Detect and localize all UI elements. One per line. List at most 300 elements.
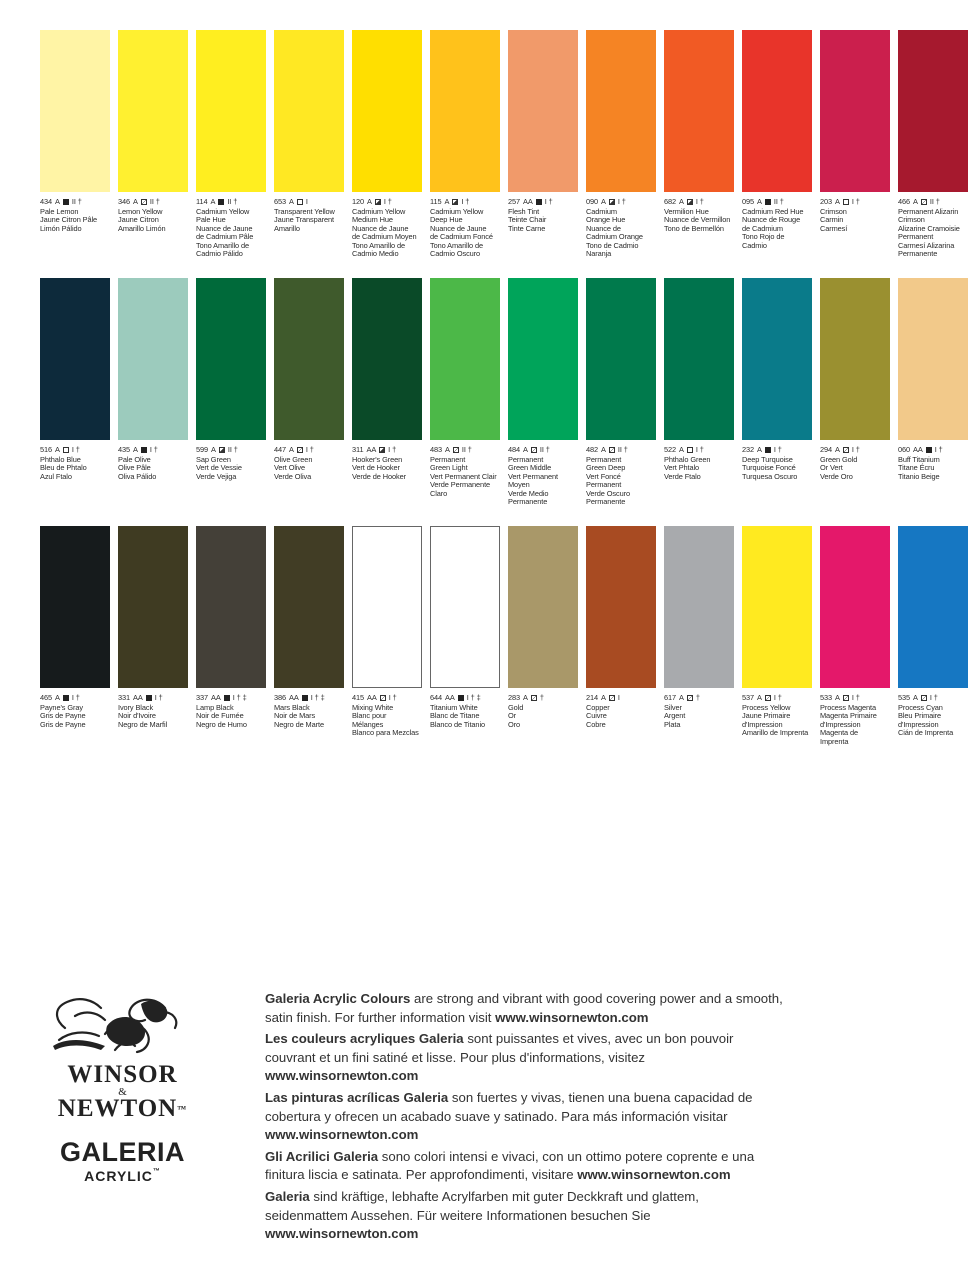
color-names xyxy=(196,456,266,482)
color-names xyxy=(898,704,968,738)
color-name: Blanco para Mezclas xyxy=(352,728,419,737)
color-name: Carmin xyxy=(820,215,844,224)
website-link[interactable]: www.winsornewton.com xyxy=(495,1009,649,1025)
color-name: Claro xyxy=(430,488,448,498)
brand-name-line2 xyxy=(45,1097,200,1121)
color-code-line xyxy=(508,694,578,703)
color-name: Bleu de Phtalo xyxy=(40,463,87,472)
series-marks: I † xyxy=(695,197,704,206)
color-swatch[interactable] xyxy=(508,526,578,688)
color-names xyxy=(40,208,110,234)
color-swatch[interactable] xyxy=(40,526,110,688)
color-name: Cadmium Yellow xyxy=(430,206,484,216)
permanence-rating: A xyxy=(757,197,762,206)
color-code-line xyxy=(742,446,812,455)
color-name: Verde Medio xyxy=(508,488,549,498)
color-code-line xyxy=(586,446,656,455)
color-swatch[interactable] xyxy=(664,30,734,192)
color-swatch[interactable] xyxy=(742,278,812,440)
color-code-line xyxy=(40,198,110,207)
color-name: Amarillo de Imprenta xyxy=(742,728,809,737)
color-name: Noir de Mars xyxy=(274,711,316,720)
color-cell xyxy=(118,278,188,507)
color-name: Silver xyxy=(664,702,682,712)
color-code: 447 xyxy=(274,445,287,454)
color-name: Jaune Citron xyxy=(118,215,159,224)
color-name: Blanco de Titanio xyxy=(430,719,485,729)
color-name: Argent xyxy=(664,711,686,720)
opacity-icon xyxy=(609,695,615,701)
color-swatch[interactable] xyxy=(118,278,188,440)
color-swatch[interactable] xyxy=(820,278,890,440)
description-lead: Las pinturas acrílicas Galeria xyxy=(265,1089,449,1105)
color-code-line xyxy=(196,446,266,455)
color-cell xyxy=(40,278,110,507)
color-names xyxy=(118,208,188,234)
color-swatch[interactable] xyxy=(430,526,500,688)
color-name: Pale Hue xyxy=(196,215,226,224)
swatch-row-1 xyxy=(40,30,968,259)
color-name: Cuivre xyxy=(586,711,607,720)
color-swatch[interactable] xyxy=(586,30,656,192)
color-info xyxy=(40,446,110,481)
color-swatch[interactable] xyxy=(352,278,422,440)
color-name: Permanente xyxy=(586,497,626,506)
color-name: Nuance de xyxy=(586,223,621,233)
website-link[interactable]: www.winsornewton.com xyxy=(577,1167,731,1183)
color-info xyxy=(742,446,812,481)
color-code: 537 xyxy=(742,693,755,702)
color-name: Permanent xyxy=(430,454,466,464)
color-name: Phthalo Blue xyxy=(40,454,81,464)
color-name: Sap Green xyxy=(196,454,231,464)
color-swatch[interactable] xyxy=(820,30,890,192)
series-marks: I † xyxy=(383,197,392,206)
opacity-icon xyxy=(609,199,615,205)
color-names xyxy=(820,208,890,234)
color-code: 203 xyxy=(820,197,833,206)
color-name: Oro xyxy=(508,719,521,729)
description-paragraph xyxy=(265,990,785,1027)
color-cell xyxy=(664,30,734,259)
color-info xyxy=(430,694,500,729)
opacity-icon xyxy=(843,447,849,453)
permanence-rating: A xyxy=(601,445,606,454)
product-description xyxy=(265,990,785,1247)
color-cell xyxy=(508,278,578,507)
opacity-icon xyxy=(843,199,849,205)
color-code: 434 xyxy=(40,197,53,206)
color-name: Azul Ftalo xyxy=(40,471,72,481)
color-name: Deep Hue xyxy=(430,215,463,224)
color-cell xyxy=(274,30,344,259)
series-marks: I † xyxy=(71,445,80,454)
color-info xyxy=(430,198,500,259)
color-swatch[interactable] xyxy=(196,526,266,688)
color-info xyxy=(196,446,266,481)
brand-name-line1: WINSOR xyxy=(67,1061,178,1088)
series-marks: II † xyxy=(929,197,940,206)
color-name: Nuance de Jaune xyxy=(430,223,487,233)
color-cell xyxy=(196,30,266,259)
color-code: 331 xyxy=(118,693,131,702)
color-names xyxy=(40,456,110,482)
color-code: 114 xyxy=(196,197,208,206)
color-swatch[interactable] xyxy=(196,30,266,192)
opacity-icon xyxy=(921,695,927,701)
color-code-line xyxy=(118,694,188,703)
color-name: Orange Hue xyxy=(586,215,626,224)
color-cell xyxy=(508,30,578,259)
color-name: Vermilion Hue xyxy=(664,206,709,216)
color-code: 682 xyxy=(664,197,677,206)
series-marks: II † xyxy=(149,197,160,206)
description-lead: Galeria Acrylic Colours xyxy=(265,991,411,1006)
color-names xyxy=(586,704,656,730)
color-swatch[interactable] xyxy=(118,526,188,688)
color-code-line xyxy=(430,694,500,703)
permanence-rating: A xyxy=(679,445,684,454)
opacity-icon xyxy=(531,695,537,701)
opacity-icon xyxy=(219,447,225,453)
color-swatch[interactable] xyxy=(274,278,344,440)
color-swatch[interactable] xyxy=(40,278,110,440)
permanence-rating: A xyxy=(679,197,684,206)
color-swatch[interactable] xyxy=(742,526,812,688)
color-info xyxy=(664,198,734,233)
color-name: Vert Olive xyxy=(274,463,306,472)
color-name: d'Impression xyxy=(820,719,861,729)
series-marks: I † xyxy=(773,693,782,702)
opacity-icon xyxy=(380,695,386,701)
color-cell xyxy=(40,30,110,259)
color-name: Cadmium Yellow xyxy=(352,206,406,216)
series-marks: II † xyxy=(227,445,238,454)
color-code-line xyxy=(742,694,812,703)
color-name: Cadmium Red Hue xyxy=(742,206,804,216)
color-info xyxy=(820,446,890,481)
color-name: Verde Oscuro xyxy=(586,488,630,498)
color-name: Teinte Chair xyxy=(508,215,547,224)
opacity-icon xyxy=(375,199,381,205)
color-cell xyxy=(586,30,656,259)
color-names xyxy=(820,704,890,747)
color-name: Cadmium Yellow xyxy=(196,206,250,216)
opacity-icon xyxy=(458,695,464,701)
color-names xyxy=(430,456,500,499)
color-info xyxy=(274,446,344,481)
permanence-rating: A xyxy=(289,197,294,206)
color-swatch[interactable] xyxy=(742,30,812,192)
website-link[interactable]: www.winsornewton.com xyxy=(265,1226,419,1242)
permanence-rating: A xyxy=(444,197,450,206)
color-name: Vert de Vessie xyxy=(196,463,242,472)
color-swatch[interactable] xyxy=(898,278,968,440)
color-code: 115 xyxy=(430,197,442,206)
color-name: Tono de Bermellón xyxy=(664,223,724,233)
permanence-rating: A xyxy=(835,197,840,206)
permanence-rating: A xyxy=(133,445,138,454)
permanence-rating: A xyxy=(210,197,216,206)
color-name: Blanc pour xyxy=(352,711,387,720)
color-name: Titane Écru xyxy=(898,463,935,472)
series-marks: I xyxy=(617,693,620,702)
color-code-line xyxy=(196,694,266,703)
series-marks: I † xyxy=(617,197,626,206)
color-code: 294 xyxy=(820,445,833,454)
color-swatch[interactable] xyxy=(898,30,968,192)
color-name: Cadmio Pálido xyxy=(196,249,243,258)
color-name: Tinte Carne xyxy=(508,223,546,233)
color-names xyxy=(352,704,422,738)
description-text: son fuertes y vivas, tienen una buena capacidad de cobertura y ofrecen un acabado suave y satinado. Para más información visitar xyxy=(265,1089,753,1124)
color-swatch[interactable] xyxy=(898,526,968,688)
color-code: 060 xyxy=(898,445,911,454)
description-paragraph xyxy=(265,1030,785,1086)
color-cell xyxy=(274,278,344,507)
color-swatch[interactable] xyxy=(274,30,344,192)
description-text: sind kräftige, lebhafte Acrylfarben mit guter Deckkraft und glattem, seidenmattem Aussehen. Für weitere Informationen besuchen Sie xyxy=(265,1188,699,1223)
color-code-line xyxy=(898,198,968,207)
color-cell xyxy=(820,278,890,507)
permanence-rating: A xyxy=(211,445,216,454)
color-swatch[interactable] xyxy=(664,278,734,440)
color-code-line xyxy=(430,446,500,455)
color-name: Magenta de xyxy=(820,728,859,737)
color-name: Green Gold xyxy=(820,454,858,464)
color-code-line xyxy=(40,694,110,703)
series-marks: II † xyxy=(773,197,784,206)
color-name: Noir de Fumée xyxy=(196,711,244,720)
color-code-line xyxy=(898,446,968,455)
color-cell xyxy=(742,526,812,746)
color-name: Limón Pálido xyxy=(40,223,82,233)
color-name: Or Vert xyxy=(820,463,843,472)
color-name: Turquesa Oscuro xyxy=(742,471,798,481)
color-code-line xyxy=(508,198,578,207)
color-name: Amarillo xyxy=(274,223,300,233)
permanence-rating: AA xyxy=(445,693,455,702)
description-paragraph xyxy=(265,1089,785,1145)
color-info xyxy=(742,694,812,738)
color-code-line xyxy=(898,694,968,703)
color-swatch[interactable] xyxy=(118,30,188,192)
color-info xyxy=(118,198,188,233)
color-code: 435 xyxy=(118,445,131,454)
color-name: Lemon Yellow xyxy=(118,206,163,216)
product-subtitle-text: ACRYLIC xyxy=(84,1168,153,1184)
series-marks: I † xyxy=(773,445,782,454)
opacity-icon xyxy=(531,447,537,453)
color-code-line xyxy=(742,198,812,207)
color-name: Oliva Pálido xyxy=(118,471,157,481)
color-name: Lamp Black xyxy=(196,702,234,712)
color-names xyxy=(898,208,968,259)
color-name: Naranja xyxy=(586,249,612,258)
permanence-rating: A xyxy=(523,693,528,702)
series-marks: II † xyxy=(461,445,472,454)
color-code: 535 xyxy=(898,693,911,702)
color-info xyxy=(40,198,110,233)
color-swatch[interactable] xyxy=(40,30,110,192)
color-swatch[interactable] xyxy=(274,526,344,688)
color-name: Copper xyxy=(586,702,610,712)
color-name: Jaune Primaire xyxy=(742,711,791,720)
color-names xyxy=(508,704,578,730)
color-code-line xyxy=(118,446,188,455)
color-code: 533 xyxy=(820,693,833,702)
color-name: Vert Permanent Clair xyxy=(430,471,497,481)
permanence-rating: AA xyxy=(913,445,923,454)
series-marks: II † xyxy=(71,197,82,206)
color-name: Payne's Gray xyxy=(40,702,83,712)
color-swatch[interactable] xyxy=(430,278,500,440)
color-swatch[interactable] xyxy=(664,526,734,688)
color-name: Pale Lemon xyxy=(40,206,79,216)
color-code-line xyxy=(274,198,344,207)
color-name: Tono Amarillo de xyxy=(196,240,250,250)
color-code: 214 xyxy=(586,693,599,702)
color-name: Ivory Black xyxy=(118,702,154,712)
color-code: 337 xyxy=(196,693,209,702)
color-cell xyxy=(352,278,422,507)
opacity-icon xyxy=(297,447,303,453)
color-info xyxy=(196,198,266,259)
swatch-row-2 xyxy=(40,278,968,507)
opacity-icon xyxy=(453,447,459,453)
color-info xyxy=(586,694,656,729)
color-name: Blanc de Titane xyxy=(430,711,480,720)
color-cell xyxy=(352,526,422,746)
color-name: Moyen xyxy=(508,480,530,489)
color-name: de Cadmium Foncé xyxy=(430,232,493,241)
series-marks: I † xyxy=(851,197,860,206)
color-name: Olive Green xyxy=(274,454,313,464)
opacity-icon xyxy=(63,199,69,205)
color-name: Permanent xyxy=(508,454,544,464)
color-code-line xyxy=(820,198,890,207)
color-name: Crimson xyxy=(898,215,925,224)
color-code: 466 xyxy=(898,197,911,206)
color-name: Cobre xyxy=(586,719,606,729)
color-swatch[interactable] xyxy=(196,278,266,440)
color-info xyxy=(430,446,500,498)
color-cell xyxy=(820,30,890,259)
series-marks: I † xyxy=(851,693,860,702)
color-cell xyxy=(430,278,500,507)
color-code: 415 xyxy=(352,693,365,702)
color-swatch[interactable] xyxy=(430,30,500,192)
color-swatch[interactable] xyxy=(508,278,578,440)
series-marks: I † xyxy=(695,445,704,454)
color-name: Phthalo Green xyxy=(664,454,711,464)
color-name: Cadmium Orange xyxy=(586,232,643,241)
trademark: ™ xyxy=(177,1104,188,1114)
color-names xyxy=(274,456,344,482)
color-names xyxy=(664,456,734,482)
color-code-line xyxy=(586,198,656,207)
color-swatch[interactable] xyxy=(820,526,890,688)
color-code: 311 xyxy=(352,445,364,454)
color-code-line xyxy=(664,198,734,207)
color-name: Green Deep xyxy=(586,463,626,472)
color-info xyxy=(664,694,734,729)
color-names xyxy=(820,456,890,482)
color-cell xyxy=(742,30,812,259)
color-code-line xyxy=(274,694,344,703)
color-names xyxy=(430,704,500,730)
color-name: Mélanges xyxy=(352,719,384,729)
color-name: Noir d'Ivoire xyxy=(118,711,156,720)
color-name: Tono Amarillo de xyxy=(430,240,484,250)
color-swatch[interactable] xyxy=(352,526,422,688)
color-names xyxy=(274,208,344,234)
color-name: Alizarine Cramoisie xyxy=(898,223,960,233)
color-names xyxy=(664,704,734,730)
color-code: 346 xyxy=(118,197,131,206)
series-marks: I † xyxy=(305,445,314,454)
series-marks: I † xyxy=(149,445,158,454)
color-info xyxy=(508,446,578,507)
color-swatch[interactable] xyxy=(508,30,578,192)
color-name: Vert Phtalo xyxy=(664,463,700,472)
series-marks: † xyxy=(695,693,700,702)
color-name: Pale Olive xyxy=(118,454,151,464)
color-code-line xyxy=(274,446,344,455)
color-name: Negro de Marfil xyxy=(118,719,168,729)
subtitle-trademark: ™ xyxy=(152,1168,161,1175)
color-name: Titanio Beige xyxy=(898,471,940,481)
permanence-rating: A xyxy=(757,693,762,702)
color-swatch[interactable] xyxy=(352,30,422,192)
color-names xyxy=(196,208,266,259)
color-cell xyxy=(586,278,656,507)
color-info xyxy=(742,198,812,250)
series-marks: I † ‡ xyxy=(310,693,325,702)
series-marks: I † xyxy=(388,445,397,454)
color-names xyxy=(118,704,188,730)
opacity-icon xyxy=(609,447,615,453)
color-name: Jaune Transparent xyxy=(274,215,334,224)
color-names xyxy=(742,704,812,738)
website-link[interactable]: www.winsornewton.com xyxy=(265,1068,419,1084)
series-marks: I † xyxy=(934,445,943,454)
color-names xyxy=(40,704,110,730)
website-link[interactable]: www.winsornewton.com xyxy=(265,1127,419,1143)
color-info xyxy=(586,198,656,259)
opacity-icon xyxy=(687,695,693,701)
color-name: Amarillo Limón xyxy=(118,223,166,233)
color-names xyxy=(586,208,656,259)
permanence-rating: A xyxy=(289,445,294,454)
opacity-icon xyxy=(218,199,224,205)
color-info xyxy=(508,694,578,729)
color-name: Buff Titanium xyxy=(898,454,940,464)
permanence-rating: AA xyxy=(367,693,377,702)
color-code: 090 xyxy=(586,197,599,206)
permanence-rating: A xyxy=(367,197,372,206)
color-code-line xyxy=(664,446,734,455)
color-names xyxy=(508,208,578,234)
color-info xyxy=(508,198,578,233)
permanence-rating: AA xyxy=(289,693,299,702)
color-code: 465 xyxy=(40,693,53,702)
color-swatch[interactable] xyxy=(586,278,656,440)
color-name: Magenta Primaire xyxy=(820,711,877,720)
color-name: Permanent xyxy=(586,454,622,464)
description-text: are strong and vibrant with good covering power and a smooth, satin finish. For further information visit xyxy=(265,991,783,1025)
color-swatch[interactable] xyxy=(586,526,656,688)
